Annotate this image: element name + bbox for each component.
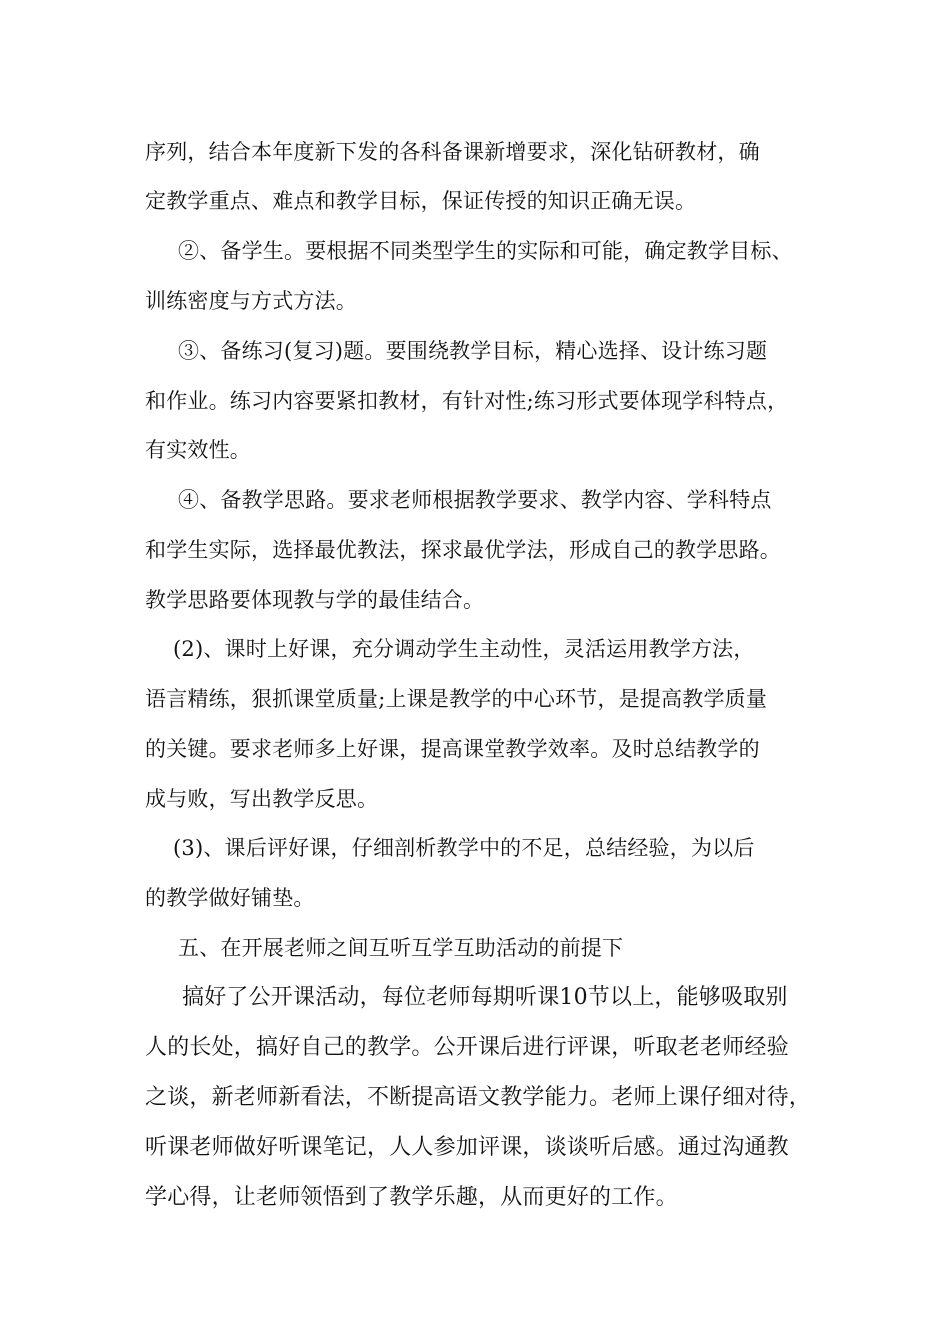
text-line: 的教学做好铺垫。 xyxy=(145,886,315,910)
text-line: 成与败，写出教学反思。 xyxy=(145,787,379,811)
paragraph-start: ③、备练习(复习)题。要围绕教学目标，精心选择、设计练习题 xyxy=(178,339,768,363)
text-line: 和学生实际，选择最优教法，探求最优学法，形成自己的教学思路。 xyxy=(145,538,781,562)
paragraph-start: (2)、课时上好课，充分调动学生主动性，灵活运用教学方法， xyxy=(173,637,755,661)
text-line: 有实效性。 xyxy=(145,438,251,462)
text-line: 序列，结合本年度新下发的各科备课新增要求，深化钻研教材，确 xyxy=(145,140,760,164)
text-line: 的关键。要求老师多上好课，提高课堂教学效率。及时总结教学的 xyxy=(145,737,760,761)
paragraph-start: ②、备学生。要根据不同类型学生的实际和可能，确定教学目标、 xyxy=(178,239,793,263)
paragraph-start: (3)、课后评好课，仔细剖析教学中的不足，总结经验，为以后 xyxy=(173,836,755,860)
text-line: 学心得，让老师领悟到了教学乐趣，从而更好的工作。 xyxy=(145,1185,678,1210)
section-heading: 五、在开展老师之间互听互学互助活动的前提下 xyxy=(178,936,624,960)
text-line: 训练密度与方式方法。 xyxy=(145,289,357,313)
paragraph-start: ④、备教学思路。要求老师根据教学要求、教学内容、学科特点 xyxy=(178,488,772,512)
text-line: 语言精练，狠抓课堂质量;上课是教学的中心环节，是提高教学质量 xyxy=(145,687,768,711)
paragraph-start: 搞好了公开课活动，每位老师每期听课10节以上，能够吸取别 xyxy=(182,985,788,1010)
text-line: 和作业。练习内容要紧扣教材，有针对性;练习形式要体现学科特点， xyxy=(145,389,789,413)
text-line: 听课老师做好听课笔记，人人参加评课，谈谈听后感。通过沟通教 xyxy=(145,1135,789,1160)
text-line: 定教学重点、难点和教学目标，保证传授的知识正确无误。 xyxy=(145,189,697,213)
text-line: 之谈，新老师新看法，不断提高语文教学能力。老师上课仔细对待， xyxy=(145,1085,812,1110)
text-line: 教学思路要体现教与学的最佳结合。 xyxy=(145,588,485,612)
text-line: 人的长处，搞好自己的教学。公开课后进行评课，听取老老师经验 xyxy=(145,1035,789,1060)
